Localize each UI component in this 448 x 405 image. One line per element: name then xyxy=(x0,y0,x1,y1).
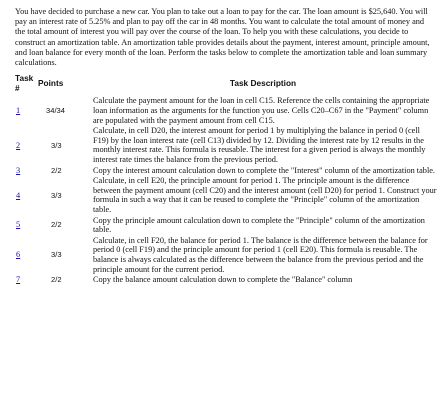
task-link-7[interactable]: 7 xyxy=(16,275,21,285)
task-link-3[interactable]: 3 xyxy=(16,165,21,175)
table-row xyxy=(15,96,437,126)
task-description: Calculate, in cell D20, the interest amount for period 1 by multiplying the balance in period 0 (cell F19) by the loan interest rate (cell C13) divided by 12. Dividing the interest rate by 12 results in the monthly interest rate. This formula is reusable. The interest for a given period is always the monthly interest rate times the balance from the previous period. xyxy=(93,126,426,164)
task-table xyxy=(15,74,437,285)
task-description: Calculate the payment amount for the loan in cell C15. Reference the cells containing the appropriate loan information as the arguments for the function you use. Cells C20–C67 in the "Payment" column are populated with the payment amount from cell C15. xyxy=(93,96,430,125)
task-description: Copy the interest amount calculation down to complete the "Interest" column of the amortization table. xyxy=(93,165,436,175)
task-link-5[interactable]: 5 xyxy=(16,220,21,230)
table-row xyxy=(15,176,437,215)
header-points: Points xyxy=(38,78,64,89)
table-row xyxy=(15,216,437,236)
task-points: 3/3 xyxy=(51,250,62,260)
table-row xyxy=(15,275,437,286)
table-row xyxy=(15,126,437,165)
task-description: Calculate, in cell F20, the balance for period 1. The balance is the difference between the balance for period 0 (cell F19) and the principle amount for period 1 (cell E20). This formula is reusable. The balance is always calculated as the difference between the balance from the previous period and the principle amount for the current period. xyxy=(93,235,428,274)
task-points: 2/2 xyxy=(51,275,62,285)
intro-paragraph: You have decided to purchase a new car. You plan to take out a loan to pay for the car. The loan amount is $25,640. You will pay an interest rate of 5.25% and plan to pay off the car in 48 months. You want to calculate the total amount of money and the total amount of interest you will pay over the course of the loan. To help you with these calculations, you decide to construct an amortization table. An amortization table provides details about the payment, interest amount, principle amount, and loan balance for every month of the loan. Perform the tasks below to complete the amortization table and loan summary calculations. xyxy=(15,7,430,68)
task-points: 3/3 xyxy=(51,190,62,200)
task-points: 34/34 xyxy=(46,106,66,115)
header-task-description: Task Description xyxy=(229,78,297,89)
task-description: Copy the principle amount calculation down to complete the "Principle" column of the amortization table. xyxy=(93,215,425,235)
task-link-4[interactable]: 4 xyxy=(16,190,21,200)
table-row xyxy=(15,166,437,177)
task-description: Copy the balance amount calculation down to complete the "Balance" column xyxy=(93,275,353,285)
task-table-header xyxy=(15,74,437,96)
task-points: 2/2 xyxy=(51,220,62,230)
task-link-2[interactable]: 2 xyxy=(16,140,21,150)
task-link-6[interactable]: 6 xyxy=(16,250,21,260)
task-link-1[interactable]: 1 xyxy=(16,106,21,115)
header-task-number: Task # xyxy=(15,73,34,93)
task-description: Calculate, in cell E20, the principle amount for period 1. The principle amount is the difference between the payment amount (cell C20) and the interest amount (cell D20) for period 1. Construct your formula in such a way that it can be reused to complete the "Principle" column of the amortization table. xyxy=(93,176,437,214)
task-points: 2/2 xyxy=(51,165,62,175)
task-points: 3/3 xyxy=(51,140,62,150)
table-row xyxy=(15,236,437,275)
